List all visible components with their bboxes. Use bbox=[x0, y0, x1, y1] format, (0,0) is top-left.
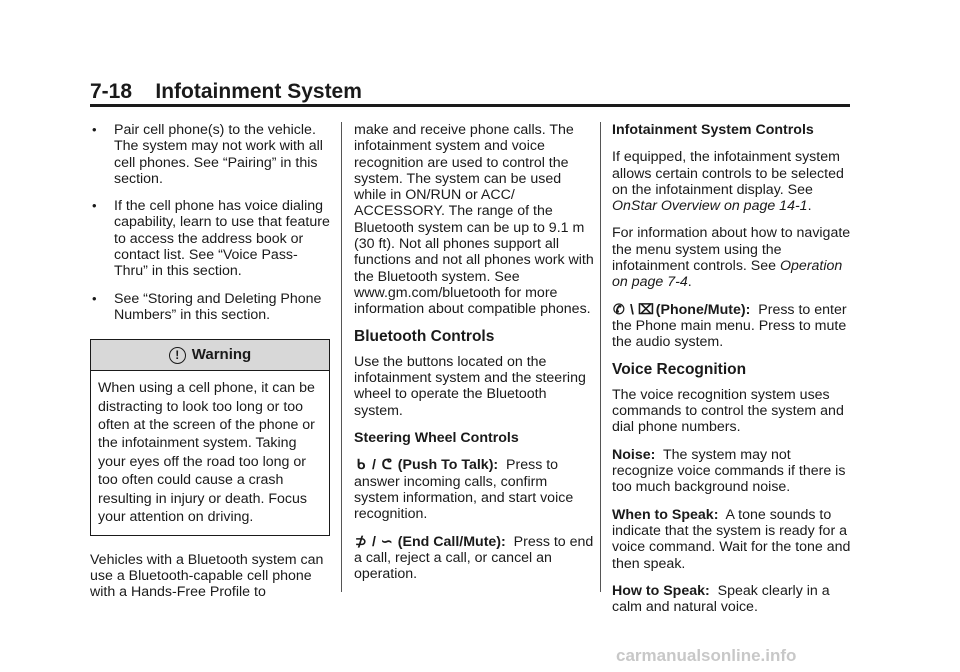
paragraph: For information about how to navigate the menu system using the infotainment controls. See Operation on page 7-4. bbox=[612, 225, 851, 291]
paragraph: make and receive phone calls. The infotainment system and voice recognition are used to control the system. The system can be used while in ON/RUN or ACC/ ACCESSORY. The range of the Bluetooth system can be up to 9.1 m (30 ft). Not all phones support all functions and not all phones work with the Bluetooth system. See www.gm.com/bluetooth for more information about compatible phones. bbox=[354, 122, 594, 318]
paragraph: ✆ \ ⌧ (Phone/Mute): Press to enter the Phone main menu. Press to mute the audio system. bbox=[612, 301, 847, 351]
mute-icon: ⌧ bbox=[637, 301, 655, 318]
warning-header bbox=[91, 340, 329, 371]
list-item: • Pair cell phone(s) to the vehicle. The system may not work with all cell phones. See “Pairing” in this section. bbox=[92, 122, 323, 187]
paragraph: ⊅ / ∽ (End Call/Mute): Press to end a call, reject a call, or cancel an operation. bbox=[354, 533, 594, 583]
page-reference: Operation on page 7-4 bbox=[612, 258, 843, 291]
paragraph: Vehicles with a Bluetooth system can use a Bluetooth-capable cell phone with a Hands-Free Profile to bbox=[90, 551, 324, 601]
header-rule bbox=[90, 104, 850, 107]
talk-alt-icon: ᕦ bbox=[381, 457, 392, 474]
paragraph: How to Speak: Speak clearly in a calm and natural voice. bbox=[612, 582, 830, 616]
warning-body: When using a cell phone, it can be distracting to look too long or too often at the screen of the phone or the infotainment system. Taking your eyes off the road too long or too often could cause a crash resulting in injury or death. Focus your attention on driving. bbox=[98, 380, 315, 526]
column-2 bbox=[354, 122, 594, 593]
paragraph: The voice recognition system uses commands to control the system and dial phone numbers. bbox=[612, 386, 844, 436]
warning-icon: ! bbox=[169, 347, 186, 364]
column-divider bbox=[341, 122, 342, 592]
hangup-alt-icon: ∽ bbox=[380, 533, 393, 550]
page-number: 7-18 bbox=[90, 80, 133, 103]
hangup-icon: ⊅ bbox=[355, 533, 367, 550]
warning-box bbox=[90, 339, 330, 535]
list-item: • If the cell phone has voice dialing capability, learn to use that feature to access the address book or contact list. See “Voice Pass-Thru” in this section. bbox=[92, 198, 330, 280]
watermark: carmanualsonline.info bbox=[616, 646, 797, 665]
column-3 bbox=[612, 122, 852, 626]
talk-icon: ᑲ bbox=[356, 457, 366, 474]
paragraph: Use the buttons located on the infotainment system and the steering wheel to operate the Bluetooth system. bbox=[354, 353, 586, 419]
phone-icon: ✆ bbox=[613, 301, 625, 318]
column-1 bbox=[90, 122, 330, 611]
paragraph: Noise: The system may not recognize voice commands if there is too much background noise. bbox=[612, 446, 846, 496]
page-title: Infotainment System bbox=[155, 80, 362, 103]
list-item: • See “Storing and Deleting Phone Numbers” in this section. bbox=[92, 290, 322, 323]
page-header bbox=[90, 80, 850, 106]
column-divider bbox=[600, 122, 601, 592]
paragraph: ᑲ / ᕦ (Push To Talk): Press to answer incoming calls, confirm system information, and start voice recognition. bbox=[354, 457, 574, 523]
section-heading: Voice Recognition bbox=[612, 360, 747, 378]
paragraph: If equipped, the infotainment system allows certain controls to be selected on the infotainment display. See OnStar Overview on page 14-1. bbox=[612, 149, 844, 215]
section-heading: Bluetooth Controls bbox=[354, 327, 495, 345]
subheading: Infotainment System Controls bbox=[612, 122, 814, 138]
subheading: Steering Wheel Controls bbox=[354, 430, 519, 447]
paragraph: When to Speak: A tone sounds to indicate that the system is ready for a voice command. Wait for the tone and then speak. bbox=[612, 506, 851, 572]
warning-title: Warning bbox=[191, 346, 252, 364]
page-reference: OnStar Overview on page 14-1 bbox=[612, 198, 808, 215]
